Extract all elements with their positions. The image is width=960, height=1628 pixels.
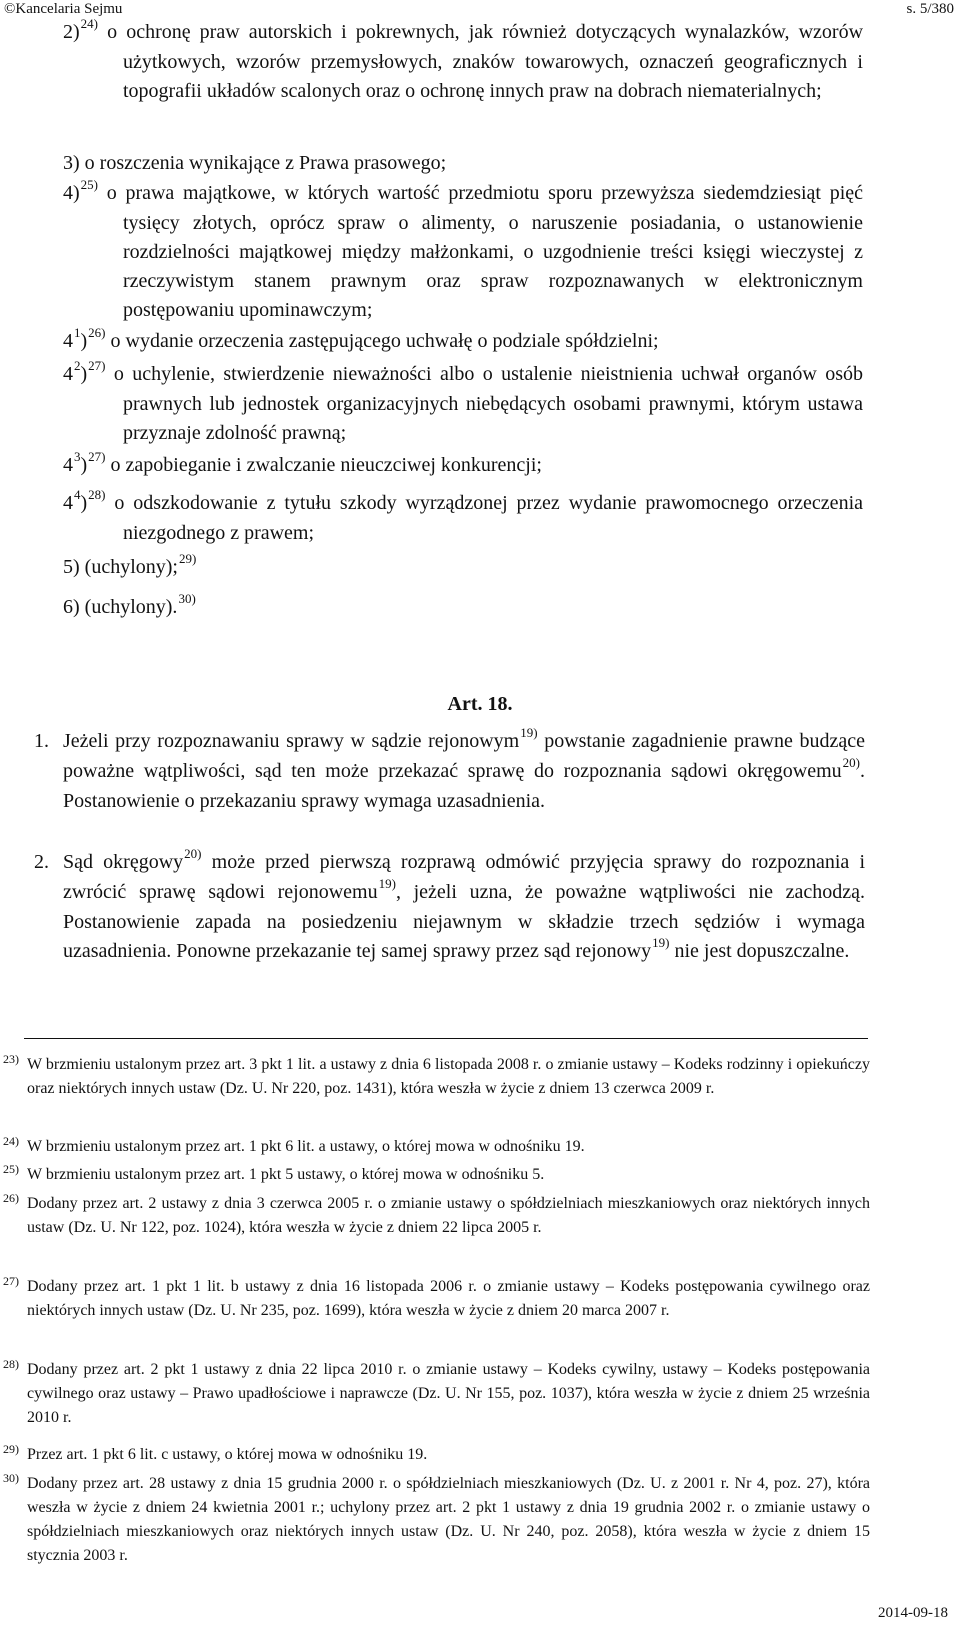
list-item: 3) o roszczenia wynikające z Prawa prasowego;	[63, 152, 447, 174]
list-item: $4^1)^{26)}$ o wydanie orzeczenia zastępującego uchwałę o podziale spółdzielni;	[63, 325, 659, 352]
article-heading: Art. 18.	[447, 693, 513, 715]
footnote-divider	[24, 1038, 868, 1039]
list-item: 2)$^{24)}$ o ochronę praw autorskich i pokrewnych, jak również dotyczących wynalazków, wzorów użytkowych, wzorów przemysłowych, znaków towarowych, oznaczeń geograficznych i topografii układów scalonych oraz o ochronę innych praw na dobrach niematerialnych;	[63, 16, 864, 102]
footnote: 26) Dodany przez art. 2 ustawy z dnia 3 czerwca 2005 r. o zmianie ustawy o spółdzielniach mieszkaniowych oraz niektórych innych ustaw (Dz. U. Nr 122, poz. 1024), która weszła w życie z dniem 22 lipca 2005 r.	[3, 1191, 870, 1236]
footnote: 30) Dodany przez art. 28 ustawy z dnia 15 grudnia 2000 r. o spółdzielniach mieszkaniowych (Dz. U. z 2001 r. Nr 4, poz. 27), która weszła w życie z dniem 24 kwietnia 2001 r.; uchylony przez art. 2 pkt 1 ustawy z dnia 19 grudnia 2002 r. o zmianie ustawy o spółdzielniach mieszkaniowych oraz niektórych innych ustaw (Dz. U. Nr 240, poz. 2058), która weszła w życie z dniem 15 stycznia 2003 r.	[3, 1471, 870, 1564]
list-item: 5) (uchylony);$^{29)}$	[63, 551, 197, 578]
page-header	[0, 0, 960, 20]
footnote: 24) W brzmieniu ustalonym przez art. 1 pkt 6 lit. a ustawy, o której mowa w odnośniku 19.	[3, 1134, 585, 1155]
list-item: 4)$^{25)}$ o prawa majątkowe, w których wartość przedmiotu sporu przewyższa siedemdziesiąt pięć tysięcy złotych, oprócz spraw o alimenty, o naruszenie posiadania, o ustanowienie rozdzielności majątkowej między małżonkami, o uzgodnienie treści księgi wieczystej z rzeczywistym stanem prawnym oraz spraw rozpoznawanych w elektronicznym postępowaniu upominawczym;	[63, 177, 864, 321]
footnote: 25) W brzmieniu ustalonym przez art. 1 pkt 5 ustawy, o której mowa w odnośniku 5.	[3, 1162, 545, 1183]
list-item: $4^4)^{28)}$ o odszkodowanie z tytułu szkody wyrządzonej przez wydanie prawomocnego orzeczenia niezgodnego z prawem;	[63, 487, 863, 544]
footnote: 29) Przez art. 1 pkt 6 lit. c ustawy, o której mowa w odnośniku 19.	[3, 1442, 428, 1463]
paragraph: 2. Sąd okręgowy$^{20)}$ może przed pierwszą rozprawą odmówić przyjęcia sprawy do rozpoznania i zwrócić sprawę sądowi rejonowemu$^{19)}$, jeżeli uzna, że poważne wątpliwości nie zachodzą. Postanowienie zapada na posiedzeniu niejawnym w składzie trzech sędziów i wymaga uzasadnienia. Ponowne przekazanie tej samej sprawy przez sąd rejonowy$^{19)}$ nie jest dopuszczalne.	[34, 846, 866, 962]
list-item: $4^2)^{27)}$ o uchylenie, stwierdzenie nieważności albo o ustalenie nieistnienia uchwał organów osób prawnych lub jednostek organizacyjnych niebędących osobami prawnymi, którym ustawa przyznaje zdolność prawną;	[63, 358, 863, 444]
document-date: 2014-09-18	[878, 1605, 948, 1621]
header-source: ©Kancelaria Sejmu	[4, 1, 123, 17]
list-item: 6) (uchylony).$^{30)}$	[63, 591, 196, 618]
footnote: 28) Dodany przez art. 2 pkt 1 ustawy z dnia 22 lipca 2010 r. o zmianie ustawy – Kodeks cywilny, ustawy – Kodeks postępowania cywilnego oraz ustawy – Prawo upadłościowe i naprawcze (Dz. U. Nr 155, poz. 1037), która weszła w życie z dniem 25 września 2010 r.	[3, 1357, 870, 1426]
footnote: 23) W brzmieniu ustalonym przez art. 3 pkt 1 lit. a ustawy z dnia 6 listopada 2008 r. o zmianie ustawy – Kodeks rodzinny i opiekuńczy oraz niektórych innych ustaw (Dz. U. Nr 220, poz. 1431), która weszła w życie z dniem 13 czerwca 2009 r.	[3, 1052, 870, 1097]
list-item: $4^3)^{27)}$ o zapobieganie i zwalczanie nieuczciwej konkurencji;	[63, 449, 542, 476]
paragraph: 1. Jeżeli przy rozpoznawaniu sprawy w sądzie rejonowym$^{19)}$ powstanie zagadnienie prawne budzące poważne wątpliwości, sąd ten może przekazać sprawę do rozpoznania sądowi okręgowemu$^{20)}$. Postanowienie o przekazaniu sprawy wymaga uzasadnienia.	[34, 725, 865, 812]
page-number: s. 5/380	[906, 1, 954, 17]
footnote: 27) Dodany przez art. 1 pkt 1 lit. b ustawy z dnia 16 listopada 2006 r. o zmianie ustawy – Kodeks postępowania cywilnego oraz niektórych innych ustaw (Dz. U. Nr 235, poz. 1699), która weszła w życie z dniem 20 marca 2007 r.	[3, 1274, 870, 1319]
